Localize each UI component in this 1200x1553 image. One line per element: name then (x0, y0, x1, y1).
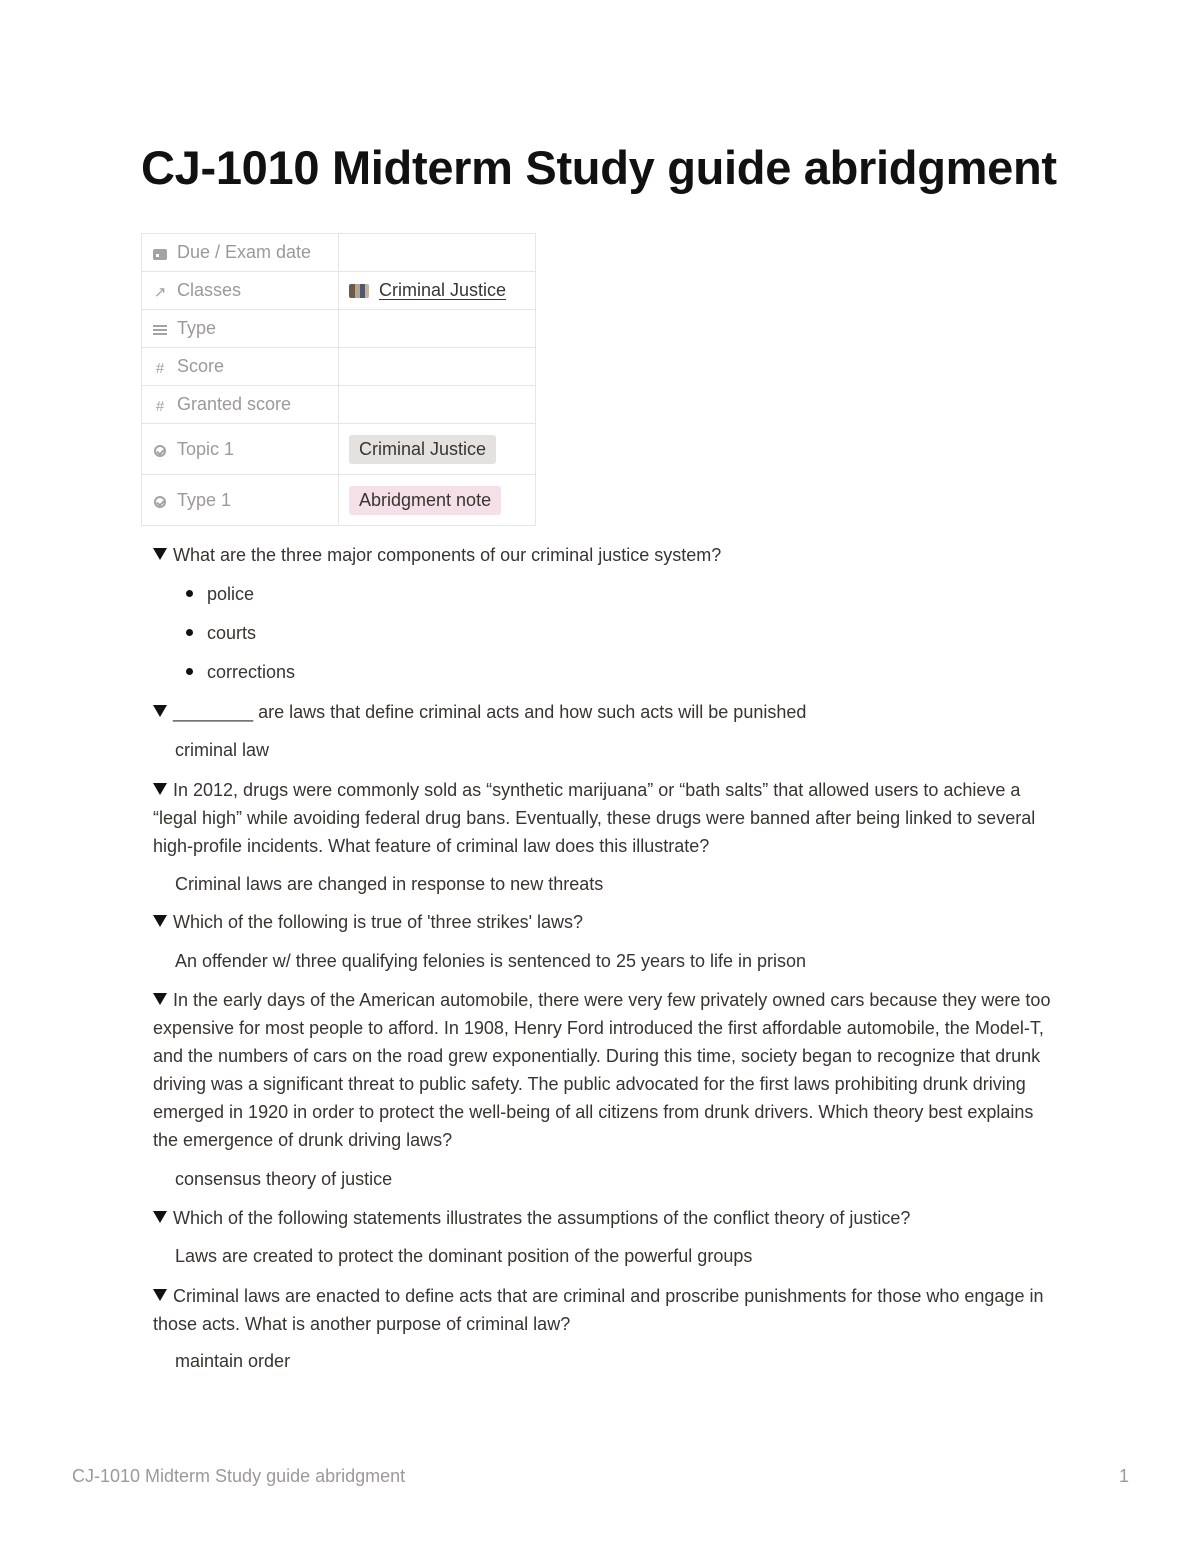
property-value-empty[interactable] (339, 386, 536, 424)
toggle-triangle-icon[interactable] (153, 1289, 167, 1301)
property-label: Type 1 (177, 489, 232, 510)
lines-icon (152, 322, 168, 339)
property-value-empty[interactable] (339, 348, 536, 386)
toggle-answer: criminal law (175, 740, 270, 760)
properties-table (141, 233, 536, 526)
select-icon (152, 443, 168, 460)
toggle-triangle-icon[interactable] (153, 783, 167, 795)
toggle-answer: consensus theory of justice (175, 1169, 393, 1189)
property-label: Granted score (177, 394, 292, 414)
toggle-answer: Criminal laws are changed in response to new threats (175, 874, 604, 894)
hash-icon: # (155, 398, 165, 415)
tag-abridgment-note[interactable]: Abridgment note (349, 486, 501, 515)
calendar-icon (152, 246, 168, 263)
property-row-granted-score[interactable] (142, 386, 536, 424)
list-item: courts (186, 619, 256, 647)
list-item: police (186, 580, 254, 608)
page-title: CJ-1010 Midterm Study guide abridgment (141, 141, 1057, 194)
hash-icon: # (155, 360, 165, 377)
property-value-empty[interactable] (339, 234, 536, 272)
property-row-type[interactable] (142, 310, 536, 348)
property-label: Type (177, 318, 217, 338)
list-item: corrections (186, 658, 295, 686)
property-value-empty[interactable] (339, 310, 536, 348)
toggle-question[interactable]: ________ are laws that define criminal acts and how such acts will be punished (153, 698, 1058, 726)
property-row-type-1[interactable] (142, 475, 536, 526)
toggle-question[interactable]: What are the three major components of our criminal justice system? (153, 541, 1058, 569)
footer-title: CJ-1010 Midterm Study guide abridgment (72, 1466, 406, 1486)
toggle-question[interactable]: Which of the following is true of 'three strikes' laws? (153, 908, 1058, 936)
toggle-answer: An offender w/ three qualifying felonies is sentenced to 25 years to life in prison (175, 951, 807, 971)
toggle-triangle-icon[interactable] (153, 1211, 167, 1223)
toggle-triangle-icon[interactable] (153, 915, 167, 927)
property-row-score[interactable] (142, 348, 536, 386)
property-label: Topic 1 (177, 438, 235, 459)
property-row-topic-1[interactable] (142, 424, 536, 475)
property-label: Classes (177, 280, 242, 300)
toggle-triangle-icon[interactable] (153, 993, 167, 1005)
property-label: Score (177, 356, 225, 376)
toggle-question[interactable]: In the early days of the American automobile, there were very few privately owned cars because they were too expensive for most people to afford. In 1908, Henry Ford introduced the first affordable automobile, the Model-T, and the numbers of cars on the road grew exponentially. During this time, society began to recognize that drunk driving was a significant threat to public safety. The public advocated for the first laws prohibiting drunk driving emerged in 1920 in order to protect the well-being of all citizens from drunk drivers. Which theory best explains the emergence of drunk driving laws? (153, 990, 1051, 1150)
toggle-question[interactable]: Criminal laws are enacted to define acts that are criminal and proscribe punishments for those who engage in those acts. What is another purpose of criminal law? (153, 1286, 1044, 1334)
toggle-question[interactable]: In 2012, drugs were commonly sold as “synthetic marijuana” or “bath salts” that allowed users to achieve a “legal high” while avoiding federal drug bans. Eventually, these drugs were banned after being linked to several high-profile incidents. What feature of criminal law does this illustrate? (153, 780, 1036, 856)
page-thumbnail-icon (349, 284, 369, 298)
property-row-classes[interactable] (142, 272, 536, 310)
toggle-triangle-icon[interactable] (153, 548, 167, 560)
property-row-due-date[interactable] (142, 234, 536, 272)
toggle-answer: maintain order (175, 1351, 291, 1371)
tag-criminal-justice[interactable]: Criminal Justice (349, 435, 496, 464)
page-number: 1 (1119, 1466, 1130, 1486)
toggle-triangle-icon[interactable] (153, 705, 167, 717)
toggle-question[interactable]: Which of the following statements illustrates the assumptions of the conflict theory of justice? (153, 1204, 1058, 1232)
property-label: Due / Exam date (177, 242, 312, 262)
relation-link-criminal-justice[interactable]: Criminal Justice (379, 280, 507, 300)
relation-arrow-icon: ↗ (153, 284, 167, 301)
toggle-answer: Laws are created to protect the dominant position of the powerful groups (175, 1246, 753, 1266)
select-icon (152, 494, 168, 511)
